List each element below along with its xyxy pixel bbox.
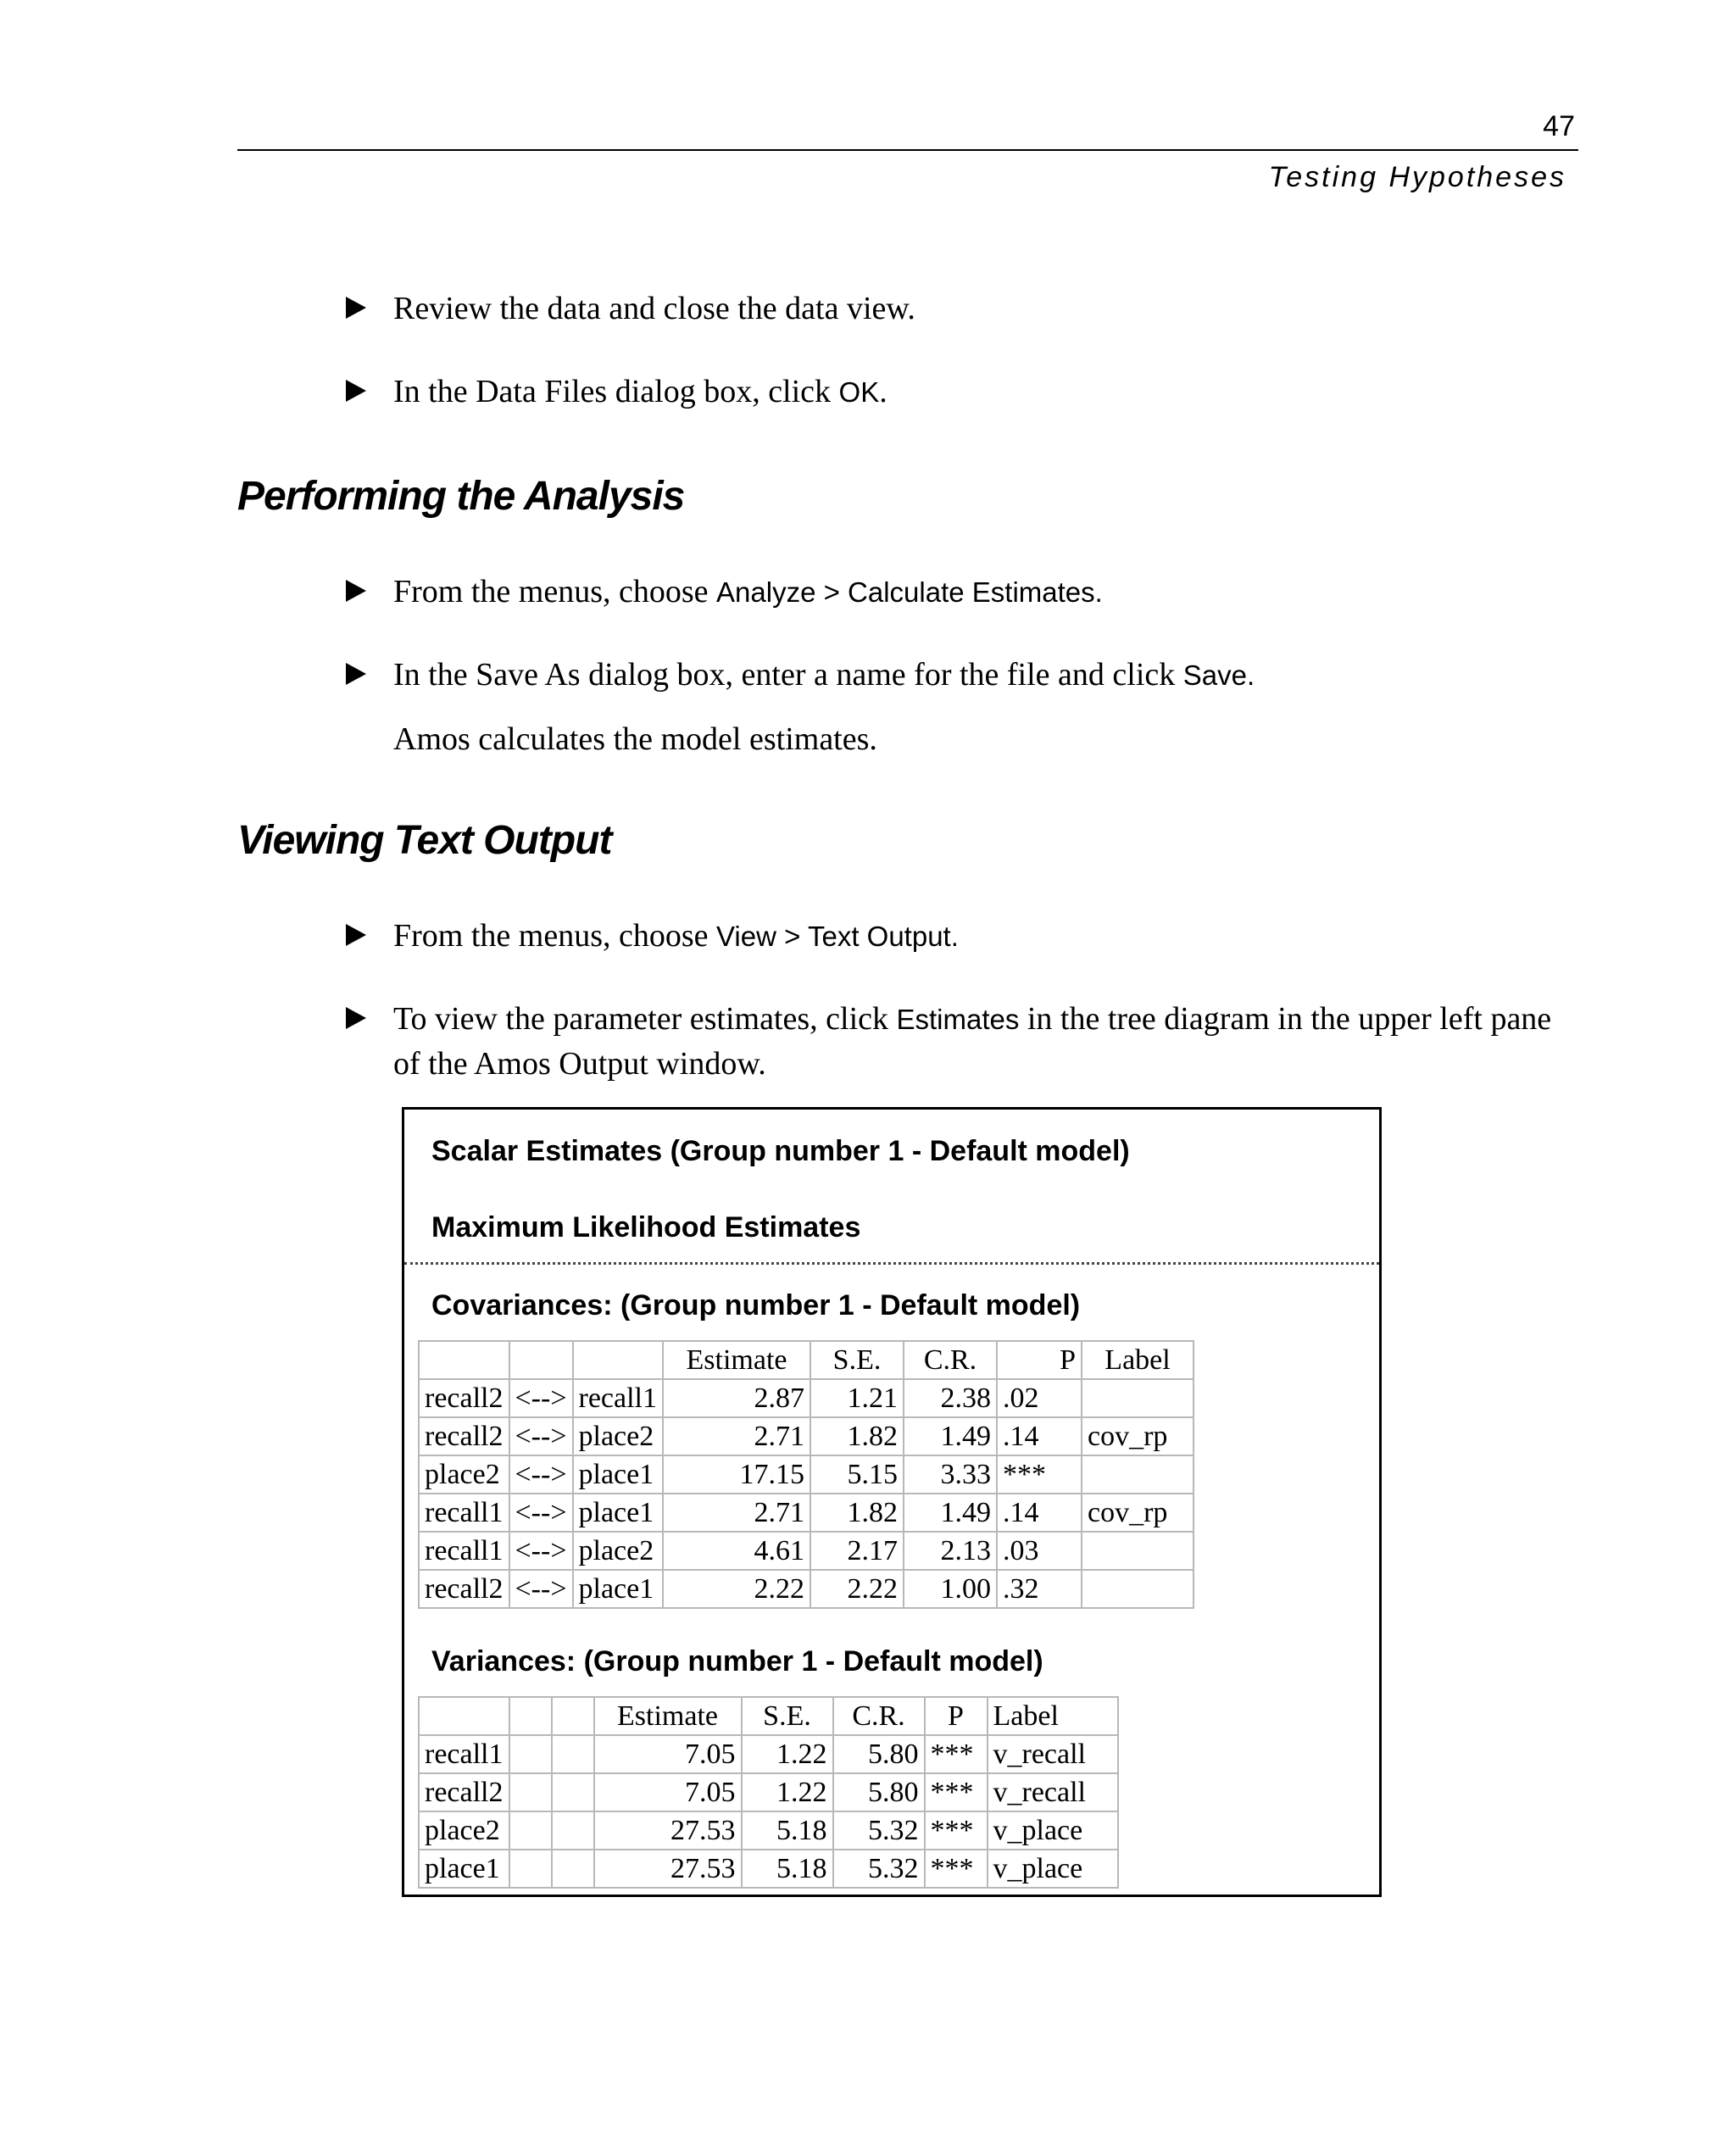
- cell-variable-1: recall1: [419, 1532, 509, 1570]
- menu-separator: >: [776, 921, 808, 952]
- cell-variable: place2: [419, 1811, 509, 1850]
- bullet-text-part: .: [879, 374, 887, 409]
- cell-variable-2: place2: [573, 1532, 664, 1570]
- bullet-text-part: From the menus, choose: [393, 574, 717, 609]
- bullet-text-part: in the tree diagram in the upper left pane of the Amos Output window.: [393, 1001, 1552, 1082]
- column-header: [573, 1341, 664, 1379]
- ui-term-ok: OK: [838, 376, 880, 408]
- cell-variable-1: place2: [419, 1455, 509, 1494]
- cell-estimate: 27.53: [594, 1850, 742, 1888]
- bullet-text: [393, 570, 1566, 615]
- cell-label: cov_rp: [1082, 1417, 1194, 1455]
- cell-estimate: 2.71: [663, 1417, 810, 1455]
- cell-label: v_recall: [988, 1773, 1118, 1811]
- cell-estimate: 17.15: [663, 1455, 810, 1494]
- bullet-text: [393, 653, 1566, 698]
- cell-variable-2: place1: [573, 1494, 664, 1532]
- cell-empty: [552, 1735, 594, 1773]
- cell-estimate: 4.61: [663, 1532, 810, 1570]
- cell-se: 2.17: [810, 1532, 904, 1570]
- cell-cr: 5.32: [833, 1850, 925, 1888]
- cell-cr: 2.38: [904, 1379, 997, 1417]
- cell-p: .14: [997, 1494, 1082, 1532]
- cell-variable-2: place1: [573, 1455, 664, 1494]
- cell-arrow: <-->: [509, 1532, 573, 1570]
- cell-p: ***: [925, 1773, 988, 1811]
- ui-term-calculate-estimates: Calculate Estimates: [848, 576, 1095, 608]
- table-header-row: [419, 1341, 1194, 1379]
- cell-empty: [552, 1773, 594, 1811]
- table-row: [419, 1570, 1194, 1608]
- cell-variable: recall2: [419, 1773, 509, 1811]
- bullet-arrow-icon: [346, 1007, 366, 1029]
- bullet-text-part: From the menus, choose: [393, 918, 717, 954]
- column-header: [552, 1697, 594, 1735]
- bullet-text-part: In the Save As dialog box, enter a name for the file and click: [393, 657, 1183, 693]
- ui-term-analyze: Analyze: [716, 576, 816, 608]
- column-header: [509, 1697, 552, 1735]
- cell-cr: 1.49: [904, 1494, 997, 1532]
- bullet-view-menu: [346, 914, 1566, 959]
- bullet-text-part: To view the parameter estimates, click: [393, 1001, 897, 1037]
- column-header-cr: C.R.: [833, 1697, 925, 1735]
- cell-label: cov_rp: [1082, 1494, 1194, 1532]
- bullet-data-files-ok: [346, 370, 1566, 415]
- cell-se: 1.22: [742, 1735, 833, 1773]
- column-header-se: S.E.: [810, 1341, 904, 1379]
- cell-cr: 1.00: [904, 1570, 997, 1608]
- table-row: [419, 1532, 1194, 1570]
- cell-arrow: <-->: [509, 1379, 573, 1417]
- bullet-view-estimates: [346, 997, 1566, 1086]
- cell-arrow: <-->: [509, 1570, 573, 1608]
- cell-se: 1.22: [742, 1773, 833, 1811]
- column-header-label: Label: [1082, 1341, 1194, 1379]
- cell-empty: [509, 1850, 552, 1888]
- covariances-heading: Covariances: (Group number 1 - Default model): [431, 1289, 1081, 1321]
- cell-label: [1082, 1532, 1194, 1570]
- table-row: [419, 1850, 1118, 1888]
- bullet-text: [393, 370, 1566, 415]
- cell-p: .14: [997, 1417, 1082, 1455]
- output-subtitle: Maximum Likelihood Estimates: [431, 1211, 861, 1244]
- cell-label: v_recall: [988, 1735, 1118, 1773]
- cell-variable-1: recall2: [419, 1570, 509, 1608]
- cell-label: [1082, 1455, 1194, 1494]
- cell-empty: [509, 1735, 552, 1773]
- cell-se: 5.18: [742, 1850, 833, 1888]
- cell-estimate: 2.22: [663, 1570, 810, 1608]
- cell-cr: 5.32: [833, 1811, 925, 1850]
- running-title: Testing Hypotheses: [1268, 161, 1566, 193]
- cell-label: v_place: [988, 1850, 1118, 1888]
- covariances-table: [418, 1340, 1194, 1609]
- bullet-text-part: .: [950, 921, 959, 952]
- cell-empty: [509, 1811, 552, 1850]
- column-header-p: P: [997, 1341, 1082, 1379]
- cell-se: 1.82: [810, 1417, 904, 1455]
- cell-estimate: 27.53: [594, 1811, 742, 1850]
- dotted-divider: [404, 1262, 1379, 1265]
- cell-cr: 2.13: [904, 1532, 997, 1570]
- bullet-save-as: [346, 653, 1566, 698]
- column-header-cr: C.R.: [904, 1341, 997, 1379]
- cell-arrow: <-->: [509, 1494, 573, 1532]
- column-header: [419, 1341, 509, 1379]
- cell-variable: place1: [419, 1850, 509, 1888]
- table-row: [419, 1455, 1194, 1494]
- column-header-se: S.E.: [742, 1697, 833, 1735]
- cell-se: 1.82: [810, 1494, 904, 1532]
- cell-estimate: 7.05: [594, 1735, 742, 1773]
- cell-estimate: 7.05: [594, 1773, 742, 1811]
- cell-label: [1082, 1379, 1194, 1417]
- cell-variable-2: place2: [573, 1417, 664, 1455]
- variances-heading: Variances: (Group number 1 - Default model): [431, 1645, 1043, 1678]
- cell-empty: [509, 1773, 552, 1811]
- cell-estimate: 2.71: [663, 1494, 810, 1532]
- bullet-text: [393, 914, 1566, 959]
- column-header-estimate: Estimate: [594, 1697, 742, 1735]
- section-heading-performing-analysis: Performing the Analysis: [237, 474, 685, 519]
- cell-cr: 1.49: [904, 1417, 997, 1455]
- page-number: 47: [1543, 110, 1575, 142]
- table-row: [419, 1811, 1118, 1850]
- bullet-text: [393, 997, 1566, 1086]
- header-rule: [237, 149, 1578, 151]
- bullet-analyze-menu: [346, 570, 1566, 615]
- cell-p: ***: [997, 1455, 1082, 1494]
- ui-term-view: View: [716, 921, 776, 952]
- bullet-arrow-icon: [346, 663, 366, 685]
- bullet-text-part: .: [1246, 659, 1255, 691]
- ui-term-text-output: Text Output: [807, 921, 951, 952]
- table-header-row: [419, 1697, 1118, 1735]
- cell-empty: [552, 1811, 594, 1850]
- cell-p: .03: [997, 1532, 1082, 1570]
- note-amos-calculates: Amos calculates the model estimates.: [393, 721, 877, 757]
- cell-se: 5.15: [810, 1455, 904, 1494]
- bullet-arrow-icon: [346, 380, 366, 402]
- cell-variable-2: place1: [573, 1570, 664, 1608]
- table-row: [419, 1417, 1194, 1455]
- column-header: [509, 1341, 573, 1379]
- cell-variable-1: recall2: [419, 1417, 509, 1455]
- cell-p: ***: [925, 1735, 988, 1773]
- cell-empty: [552, 1850, 594, 1888]
- cell-variable: recall1: [419, 1735, 509, 1773]
- bullet-arrow-icon: [346, 297, 366, 319]
- cell-cr: 5.80: [833, 1773, 925, 1811]
- bullet-text-part: In the Data Files dialog box, click: [393, 374, 839, 409]
- bullet-arrow-icon: [346, 580, 366, 602]
- cell-se: 1.21: [810, 1379, 904, 1417]
- column-header-estimate: Estimate: [663, 1341, 810, 1379]
- cell-arrow: <-->: [509, 1455, 573, 1494]
- cell-label: [1082, 1570, 1194, 1608]
- column-header-p: P: [925, 1697, 988, 1735]
- table-row: [419, 1379, 1194, 1417]
- cell-p: ***: [925, 1850, 988, 1888]
- cell-label: v_place: [988, 1811, 1118, 1850]
- variances-table: [418, 1696, 1119, 1889]
- cell-estimate: 2.87: [663, 1379, 810, 1417]
- table-row: [419, 1735, 1118, 1773]
- bullet-review-data: [346, 287, 1566, 331]
- cell-p: .32: [997, 1570, 1082, 1608]
- cell-se: 5.18: [742, 1811, 833, 1850]
- cell-variable-1: recall1: [419, 1494, 509, 1532]
- menu-separator: >: [815, 576, 849, 608]
- bullet-text-part: .: [1094, 576, 1103, 608]
- ui-term-estimates: Estimates: [896, 1004, 1020, 1035]
- cell-variable-1: recall2: [419, 1379, 509, 1417]
- cell-cr: 5.80: [833, 1735, 925, 1773]
- bullet-text: Review the data and close the data view.: [393, 291, 915, 326]
- cell-p: .02: [997, 1379, 1082, 1417]
- ui-term-save: Save: [1182, 659, 1247, 691]
- cell-p: ***: [925, 1811, 988, 1850]
- column-header: [419, 1697, 509, 1735]
- cell-se: 2.22: [810, 1570, 904, 1608]
- cell-cr: 3.33: [904, 1455, 997, 1494]
- output-title: Scalar Estimates (Group number 1 - Default model): [431, 1135, 1130, 1167]
- section-heading-viewing-text-output: Viewing Text Output: [237, 818, 612, 863]
- column-header-label: Label: [988, 1697, 1118, 1735]
- table-row: [419, 1494, 1194, 1532]
- cell-variable-2: recall1: [573, 1379, 664, 1417]
- bullet-arrow-icon: [346, 924, 366, 946]
- cell-arrow: <-->: [509, 1417, 573, 1455]
- table-row: [419, 1773, 1118, 1811]
- amos-output-panel: [402, 1107, 1382, 1897]
